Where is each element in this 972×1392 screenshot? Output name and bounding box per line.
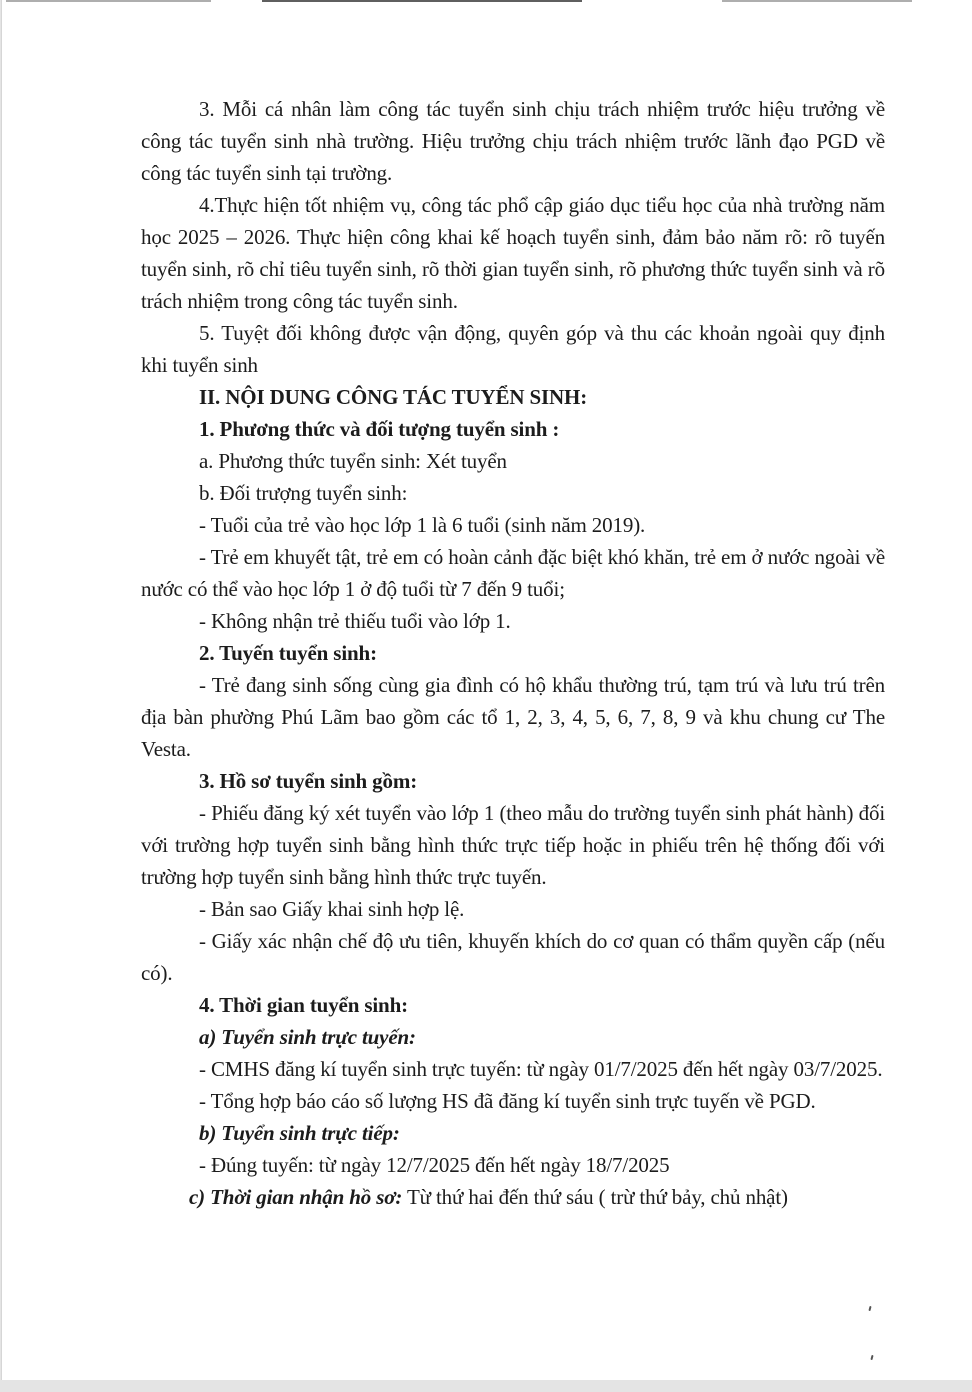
subsection-heading-4: 4. Thời gian tuyển sinh: bbox=[199, 993, 408, 1017]
paragraph-5: 5. Tuyệt đối không được vận động, quyên góp và thu các khoản ngoài quy định khi tuyển sinh bbox=[141, 321, 885, 377]
list-item: - CMHS đăng kí tuyển sinh trực tuyến: từ ngày 01/7/2025 đến hết ngày 03/7/2025. bbox=[199, 1057, 883, 1081]
online-admission-heading: a) Tuyển sinh trực tuyến: bbox=[199, 1025, 416, 1049]
list-item: - Giấy xác nhận chế độ ưu tiên, khuyến khích do cơ quan có thẩm quyền cấp (nếu có). bbox=[141, 929, 885, 985]
scan-edge-mark bbox=[262, 0, 582, 2]
subsection-heading-2: 2. Tuyến tuyển sinh: bbox=[199, 641, 377, 665]
admission-target-label: b. Đối trượng tuyển sinh: bbox=[199, 481, 408, 505]
list-item: - Trẻ đang sinh sống cùng gia đình có hộ khẩu thường trú, tạm trú và lưu trú trên địa bàn phường Phú Lãm bao gồm các tổ 1, 2, 3, 4, 5, 6, 7, 8, 9 và khu chung cư The Vesta. bbox=[141, 673, 885, 761]
section-heading: II. NỘI DUNG CÔNG TÁC TUYỂN SINH: bbox=[199, 385, 588, 409]
scan-speck bbox=[868, 1306, 871, 1311]
document-receipt-label: c) Thời gian nhận hồ sơ: bbox=[189, 1185, 403, 1209]
subsection-heading-1: 1. Phương thức và đối tượng tuyển sinh : bbox=[199, 417, 560, 441]
list-item: - Bản sao Giấy khai sinh hợp lệ. bbox=[199, 897, 465, 921]
scan-edge-mark bbox=[6, 0, 211, 2]
document-body bbox=[141, 93, 885, 1213]
list-item: - Đúng tuyến: từ ngày 12/7/2025 đến hết ngày 18/7/2025 bbox=[199, 1153, 670, 1177]
subsection-heading-3: 3. Hồ sơ tuyển sinh gồm: bbox=[199, 769, 418, 793]
paragraph-3: 3. Mỗi cá nhân làm công tác tuyển sinh chịu trách nhiệm trước hiệu trưởng về công tác tuyển sinh nhà trường. Hiệu trưởng chịu trách nhiệm trước lãnh đạo PGD về công tác tuyển sinh tại trường. bbox=[141, 97, 885, 185]
admission-method: a. Phương thức tuyển sinh: Xét tuyển bbox=[199, 449, 507, 473]
direct-admission-heading: b) Tuyển sinh trực tiếp: bbox=[199, 1121, 400, 1145]
document-page bbox=[1, 0, 972, 1380]
list-item: - Trẻ em khuyết tật, trẻ em có hoàn cảnh đặc biệt khó khăn, trẻ em ở nước ngoài về nước có thể vào học lớp 1 ở độ tuổi từ 7 đến 9 tuổi; bbox=[141, 545, 885, 601]
list-item: - Không nhận trẻ thiếu tuổi vào lớp 1. bbox=[199, 609, 511, 633]
list-item: - Tổng hợp báo cáo số lượng HS đã đăng kí tuyển sinh trực tuyến về PGD. bbox=[199, 1089, 816, 1113]
scan-speck bbox=[870, 1355, 873, 1360]
document-receipt-value: Từ thứ hai đến thứ sáu ( trừ thứ bảy, chủ nhật) bbox=[402, 1185, 788, 1209]
document-receipt-time bbox=[141, 1181, 885, 1213]
list-item: - Phiếu đăng ký xét tuyển vào lớp 1 (theo mẫu do trường tuyển sinh phát hành) đối với trường hợp tuyển sinh bằng hình thức trực tiếp hoặc in phiếu trên hệ thống đối với trường hợp tuyển sinh bằng hình thức trực tuyến. bbox=[141, 801, 885, 889]
paragraph-4: 4.Thực hiện tốt nhiệm vụ, công tác phổ cập giáo dục tiểu học của nhà trường năm học 2025 – 2026. Thực hiện công khai kế hoạch tuyển sinh, đảm bảo năm rõ: rõ tuyến tuyển sinh, rõ chỉ tiêu tuyển sinh, rõ thời gian tuyển sinh, rõ phương thức tuyển sinh và rõ trách nhiệm trong công tác tuyển sinh. bbox=[141, 193, 885, 313]
scan-edge-mark bbox=[722, 0, 912, 2]
list-item: - Tuổi của trẻ vào học lớp 1 là 6 tuổi (sinh năm 2019). bbox=[199, 513, 646, 537]
